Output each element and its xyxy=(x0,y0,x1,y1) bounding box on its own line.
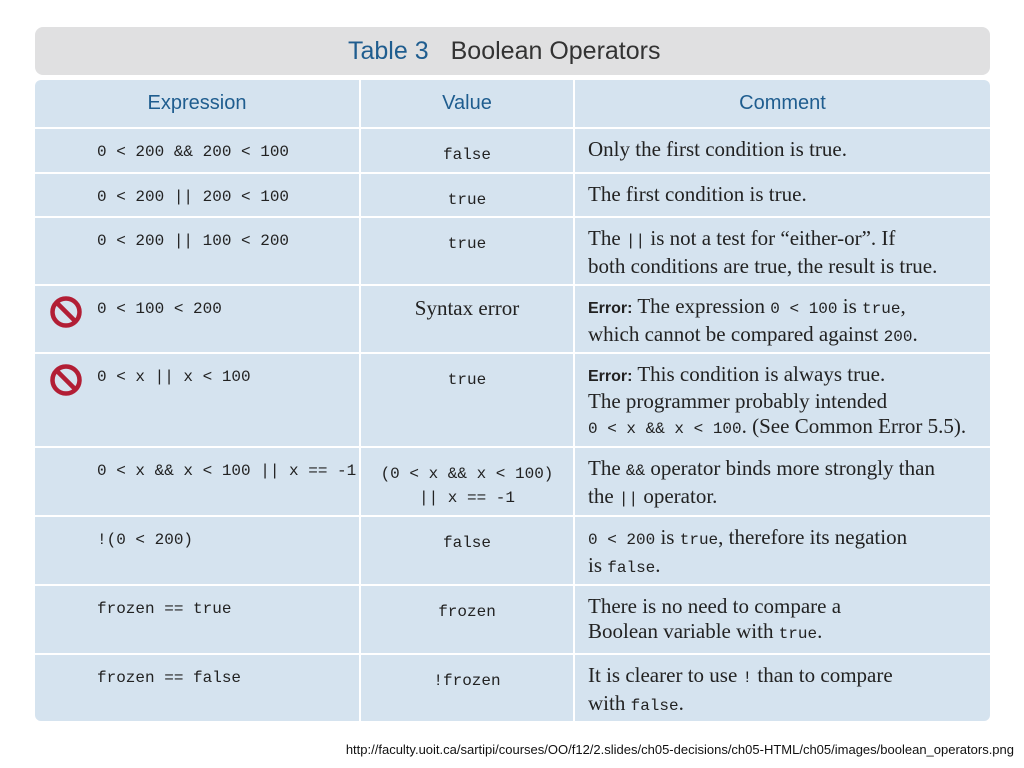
header-value: Value xyxy=(442,92,492,114)
no-entry-error-icon xyxy=(49,295,83,329)
expression-cell: 0 < x || x < 100 xyxy=(97,368,251,386)
comment-cell: There is no need to compare a Boolean variable with true. xyxy=(588,594,842,643)
no-entry-error-icon xyxy=(49,363,83,397)
comment-cell: Error: This condition is always true. The programmer probably intended 0 < x && x < 100. (See Common Error 5.5). xyxy=(588,362,967,438)
value-cell: false xyxy=(442,146,491,164)
table-row xyxy=(35,127,990,172)
table-row xyxy=(35,653,990,721)
expression-cell: 0 < 100 < 200 xyxy=(97,300,222,318)
table-header-row xyxy=(35,80,990,127)
value-cell: false xyxy=(442,534,491,552)
expression-cell: 0 < 200 && 200 < 100 xyxy=(97,143,290,161)
expression-cell: frozen == false xyxy=(97,669,242,687)
table-number: Table 3 xyxy=(348,36,429,65)
comment-cell: The && operator binds more strongly than the || operator. xyxy=(588,456,935,508)
table-row xyxy=(35,172,990,216)
expression-cell: 0 < 200 || 200 < 100 xyxy=(97,188,290,206)
boolean-operators-table xyxy=(35,80,990,721)
value-cell: frozen xyxy=(438,603,496,621)
table-row xyxy=(35,284,990,352)
expression-cell: 0 < 200 || 100 < 200 xyxy=(97,232,290,250)
table-row xyxy=(35,352,990,446)
comment-cell: 0 < 200 is true, therefore its negation is false. xyxy=(588,525,908,577)
table-title: Boolean Operators xyxy=(450,36,661,65)
header-expression: Expression xyxy=(147,92,247,114)
value-cell: true xyxy=(447,371,487,389)
table-row xyxy=(35,446,990,515)
value-cell: Syntax error xyxy=(414,296,520,320)
source-url: http://faculty.uoit.ca/sartipi/courses/OO/f12/2.slides/ch05-decisions/ch05-HTML/ch05/images/boolean_operators.png xyxy=(345,742,1014,757)
comment-cell: Only the first condition is true. xyxy=(588,137,847,161)
value-cell: true xyxy=(447,191,487,209)
value-cell: !frozen xyxy=(433,672,501,690)
table-row xyxy=(35,515,990,584)
expression-cell: !(0 < 200) xyxy=(97,531,194,549)
table-row xyxy=(35,216,990,284)
comment-cell: It is clearer to use ! than to compare with false. xyxy=(588,663,893,715)
comment-cell: Error: The expression 0 < 100 is true, which cannot be compared against 200. xyxy=(588,294,918,346)
expression-cell: 0 < x && x < 100 || x == -1 xyxy=(97,462,357,480)
header-comment: Comment xyxy=(739,92,826,114)
expression-cell: frozen == true xyxy=(97,600,232,618)
value-cell: (0 < x && x < 100) || x == -1 xyxy=(380,465,554,507)
table-row xyxy=(35,584,990,653)
comment-cell: The first condition is true. xyxy=(588,182,807,206)
comment-cell: The || is not a test for “either-or”. If both conditions are true, the result is true. xyxy=(588,226,938,278)
value-cell: true xyxy=(447,235,487,253)
table-title-bar xyxy=(35,27,990,75)
